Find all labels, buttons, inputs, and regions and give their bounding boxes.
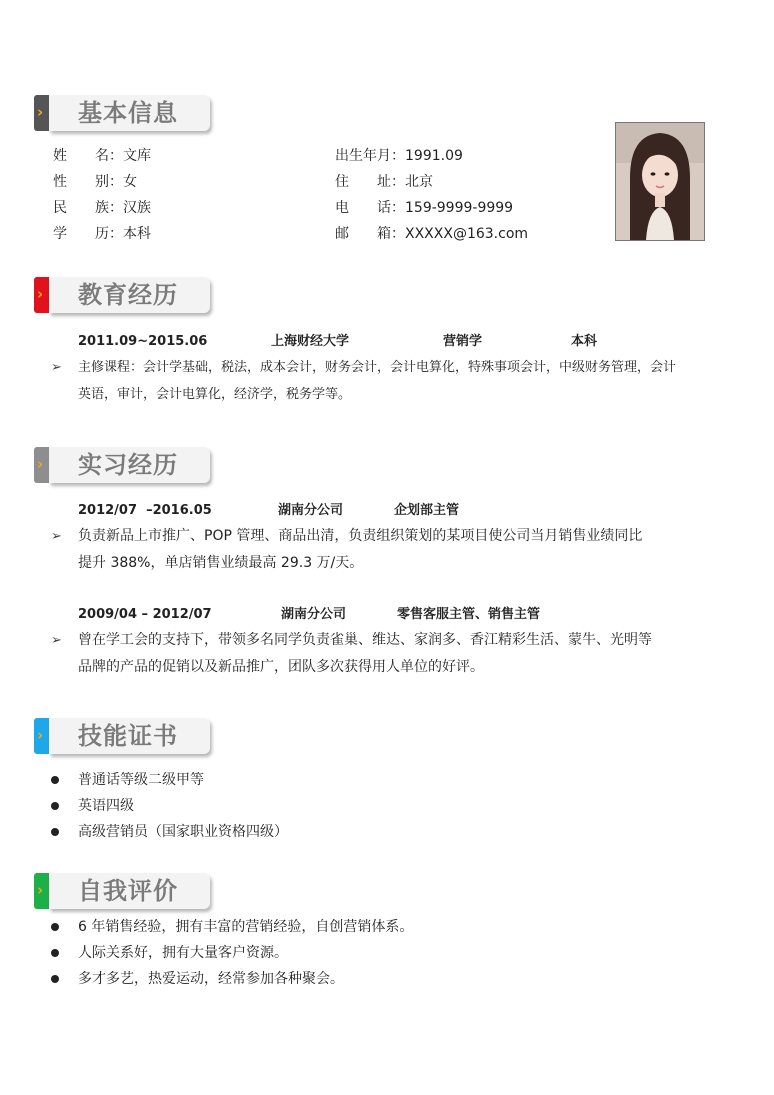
section-header-basic-info bbox=[34, 95, 210, 131]
section-header-education bbox=[34, 277, 210, 313]
profile-photo bbox=[615, 122, 705, 241]
job-description-line1: 负责新品上市推广、POP 管理、商品出清，负责组织策划的某项目使公司当月销售业绩同比 bbox=[78, 528, 643, 544]
phone-label: 电 话： bbox=[335, 200, 405, 216]
birth-value: 1991.09 bbox=[405, 148, 463, 164]
bullet-dot-icon bbox=[51, 923, 59, 931]
gender-row bbox=[53, 173, 137, 191]
section-header-self-evaluation bbox=[34, 873, 210, 909]
education-courses-line2: 英语，审计，会计电算化，经济学，税务学等。 bbox=[78, 387, 352, 402]
chevron-right-icon: › bbox=[37, 285, 44, 303]
job-company: 湖南分公司 bbox=[278, 503, 344, 518]
gender-value: 女 bbox=[123, 174, 137, 190]
name-value: 文库 bbox=[123, 148, 151, 164]
section-tab bbox=[34, 277, 49, 313]
address-label: 住 址： bbox=[335, 174, 405, 190]
job-description-line1: 曾在学工会的支持下，带领多名同学负责雀巢、维达、家润多、香江精彩生活、蒙牛、光明等 bbox=[78, 632, 652, 648]
name-row bbox=[53, 147, 151, 165]
degree-row bbox=[53, 225, 151, 243]
section-header-skills bbox=[34, 718, 210, 754]
name-label: 姓 名： bbox=[53, 148, 123, 164]
birth-label: 出生年月： bbox=[335, 148, 405, 164]
job-period: 2009/04 – 2012/07 bbox=[78, 607, 212, 622]
address-value: 北京 bbox=[405, 174, 433, 190]
birth-row bbox=[335, 147, 463, 165]
email-label: 邮 箱： bbox=[335, 226, 405, 242]
job-role: 零售客服主管、销售主管 bbox=[397, 607, 541, 622]
bullet-dot-icon bbox=[51, 828, 59, 836]
section-title: 自我评价 bbox=[78, 877, 178, 905]
chevron-right-icon: › bbox=[37, 881, 44, 899]
portrait-image bbox=[616, 123, 704, 240]
phone-row bbox=[335, 199, 513, 217]
ethnicity-row bbox=[53, 199, 151, 217]
gender-label: 性 别： bbox=[53, 174, 123, 190]
section-tab bbox=[34, 873, 49, 909]
email-value: XXXXX@163.com bbox=[405, 226, 529, 242]
email-row bbox=[335, 225, 528, 243]
job-role: 企划部主管 bbox=[394, 503, 460, 518]
bullet-arrow-icon: ➢ bbox=[51, 633, 62, 648]
education-courses-line1: 主修课程：会计学基础，税法，成本会计，财务会计，会计电算化，特殊事项会计，中级财务管理，会计 bbox=[78, 360, 677, 375]
skill-item: 高级营销员（国家职业资格四级） bbox=[78, 824, 288, 840]
section-title: 实习经历 bbox=[78, 451, 178, 479]
ethnicity-value: 汉族 bbox=[123, 200, 151, 216]
chevron-right-icon: › bbox=[37, 103, 44, 121]
ethnicity-label: 民 族： bbox=[53, 200, 123, 216]
education-level: 本科 bbox=[571, 334, 598, 349]
job-description-line2: 提升 388%，单店销售业绩最高 29.3 万/天。 bbox=[78, 555, 364, 571]
section-tab bbox=[34, 718, 49, 754]
phone-value: 159-9999-9999 bbox=[405, 200, 514, 216]
self-evaluation-item: 多才多艺，热爱运动，经常参加各种聚会。 bbox=[78, 971, 344, 987]
section-title: 技能证书 bbox=[78, 722, 178, 750]
section-tab bbox=[34, 95, 49, 131]
education-school: 上海财经大学 bbox=[271, 334, 350, 349]
section-title: 教育经历 bbox=[78, 281, 178, 309]
chevron-right-icon: › bbox=[37, 726, 44, 744]
section-title: 基本信息 bbox=[78, 99, 178, 127]
job-company: 湖南分公司 bbox=[281, 607, 347, 622]
bullet-dot-icon bbox=[51, 776, 59, 784]
bullet-dot-icon bbox=[51, 802, 59, 810]
bullet-arrow-icon: ➢ bbox=[51, 360, 62, 375]
self-evaluation-item: 人际关系好，拥有大量客户资源。 bbox=[78, 945, 288, 961]
degree-label: 学 历： bbox=[53, 226, 123, 242]
section-header-internship bbox=[34, 447, 210, 483]
bullet-dot-icon bbox=[51, 975, 59, 983]
job-description-line2: 品牌的产品的促销以及新品推广，团队多次获得用人单位的好评。 bbox=[78, 659, 484, 675]
bullet-dot-icon bbox=[51, 949, 59, 957]
section-tab bbox=[34, 447, 49, 483]
skill-item: 普通话等级二级甲等 bbox=[78, 772, 204, 788]
address-row bbox=[335, 173, 433, 191]
bullet-arrow-icon: ➢ bbox=[51, 529, 62, 544]
education-major: 营销学 bbox=[443, 334, 483, 349]
self-evaluation-item: 6 年销售经验，拥有丰富的营销经验，自创营销体系。 bbox=[78, 919, 414, 935]
chevron-right-icon: › bbox=[37, 455, 44, 473]
skill-item: 英语四级 bbox=[78, 798, 134, 814]
job-period: 2012/07 –2016.05 bbox=[78, 503, 212, 518]
education-period: 2011.09~2015.06 bbox=[78, 334, 208, 349]
degree-value: 本科 bbox=[123, 226, 151, 242]
